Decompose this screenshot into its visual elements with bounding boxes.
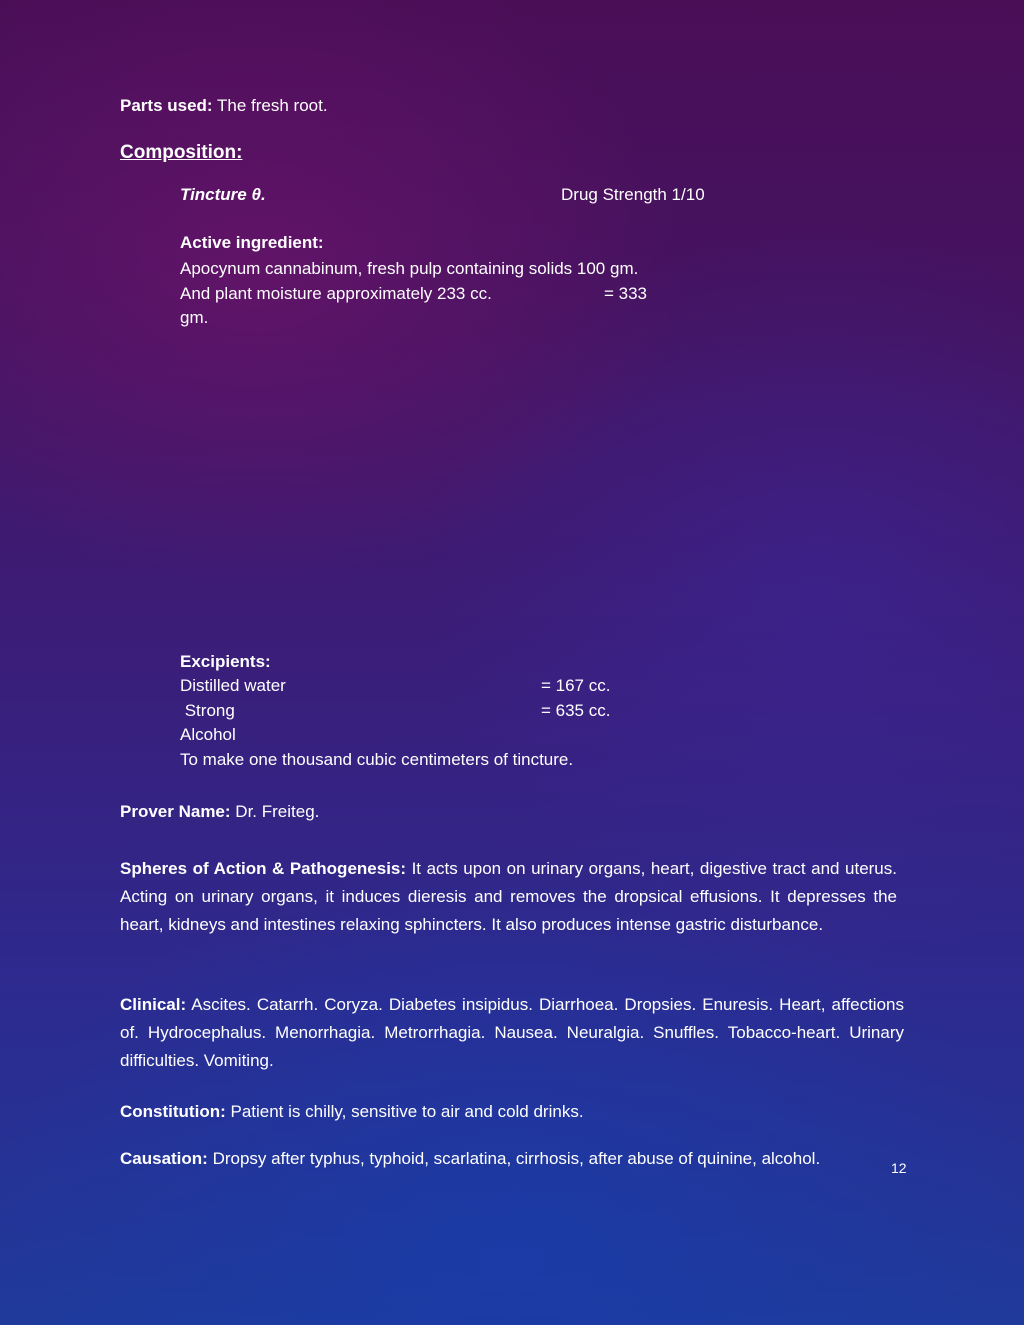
active-ingredient-line-3: gm. — [180, 308, 209, 327]
spheres-text: It acts upon on urinary organs, heart, digestive tract and uterus. Acting on urinary organs, it induces dieresis and removes the dropsical effusions. It depresses the heart, kidneys and intestines relaxing sphincters. It also produces intense gastric disturbance. — [120, 859, 897, 934]
clinical-text: Ascites. Catarrh. Coryza. Diabetes insipidus. Diarrhoea. Dropsies. Enuresis. Heart, affections of. Hydrocephalus. Menorrhagia. Metrorrhagia. Nausea. Neuralgia. Snuffles. Tobacco-heart. Urinary difficulties. Vomiting. — [120, 995, 904, 1070]
prover-line — [120, 800, 319, 824]
excipient-name: Strong — [180, 701, 235, 720]
active-ingredient-line-2-value: = 333 — [604, 284, 648, 303]
excipients-heading: Excipients: — [180, 652, 271, 671]
parts-used-line — [120, 94, 328, 118]
causation-label: Causation: — [120, 1149, 208, 1168]
composition-heading: Composition: — [120, 142, 243, 163]
excipient-alcohol: Alcohol — [180, 725, 236, 744]
clinical-paragraph — [120, 991, 904, 1075]
spheres-label: Spheres of Action & Pathogenesis: — [120, 859, 407, 878]
excipients-note: To make one thousand cubic centimeters of tincture. — [180, 750, 574, 769]
active-ingredient-line-1: Apocynum cannabinum, fresh pulp containing solids 100 gm. — [180, 259, 639, 278]
constitution-label: Constitution: — [120, 1102, 226, 1121]
constitution-line — [120, 1100, 584, 1124]
parts-used-text: The fresh root. — [217, 96, 328, 115]
excipient-value: = 635 cc. — [541, 701, 611, 720]
tincture-label: Tincture θ. — [180, 185, 266, 204]
constitution-text: Patient is chilly, sensitive to air and cold drinks. — [230, 1102, 584, 1121]
prover-label: Prover Name: — [120, 802, 231, 821]
page-number: 12 — [891, 1160, 907, 1176]
excipient-name: Distilled water — [180, 676, 286, 695]
drug-strength: Drug Strength 1/10 — [561, 185, 705, 204]
clinical-label: Clinical: — [120, 995, 187, 1014]
active-ingredient-line-2: And plant moisture approximately 233 cc. — [180, 284, 492, 303]
parts-used-label: Parts used: — [120, 96, 213, 115]
excipient-value: = 167 cc. — [541, 676, 611, 695]
active-ingredient-heading: Active ingredient: — [180, 233, 324, 252]
causation-text: Dropsy after typhus, typhoid, scarlatina, cirrhosis, after abuse of quinine, alcohol. — [212, 1149, 821, 1168]
spheres-paragraph — [120, 855, 897, 939]
causation-line — [120, 1147, 820, 1171]
prover-text: Dr. Freiteg. — [235, 802, 320, 821]
